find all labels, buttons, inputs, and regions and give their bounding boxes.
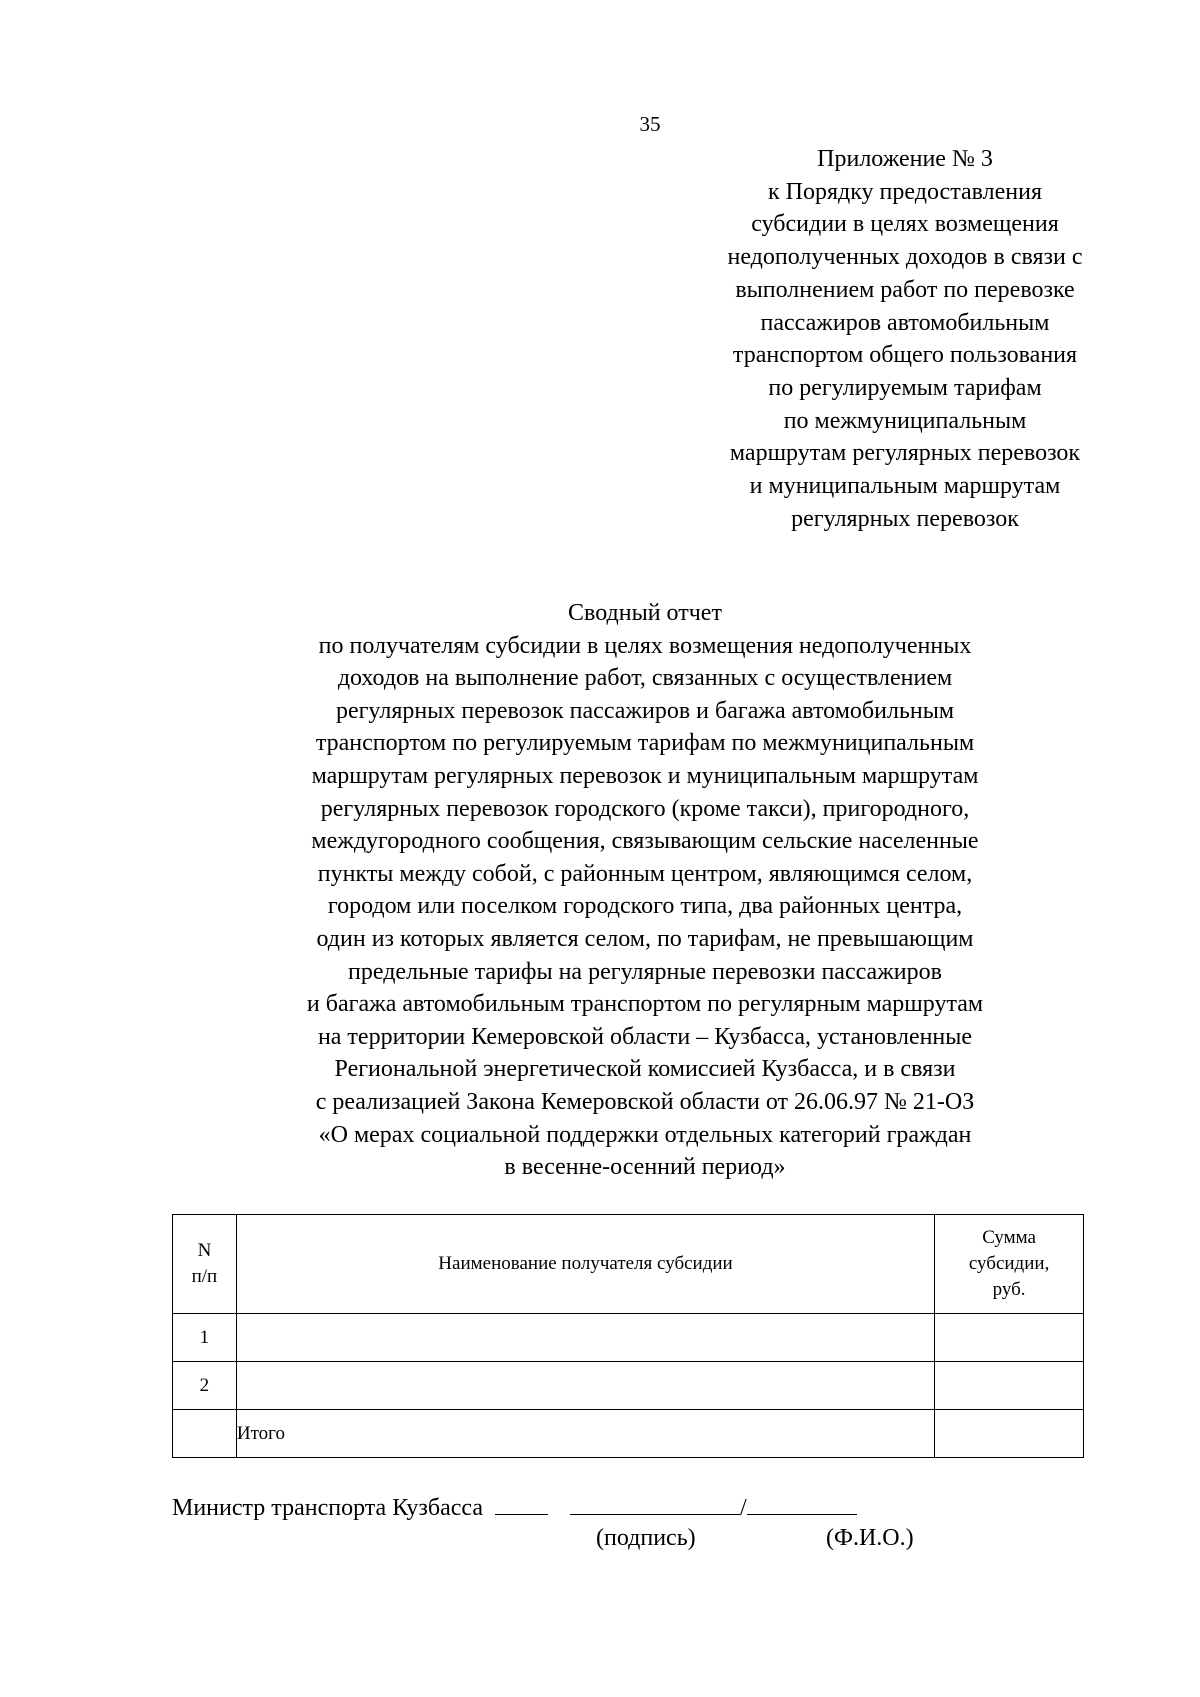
report-title-line: городом или поселком городского типа, два районных центра, [327, 893, 963, 920]
header-number-line: N [197, 1240, 212, 1261]
total-sum [935, 1410, 1084, 1458]
report-title-line: по получателям субсидии в целях возмещения недополученных [318, 632, 972, 659]
table-header-row [173, 1215, 1084, 1314]
header-number [173, 1215, 237, 1314]
signature-label-fio: (Ф.И.О.) [826, 1525, 914, 1551]
appendix-line: маршрутам регулярных перевозок [729, 440, 1081, 467]
total-row-number [173, 1410, 237, 1458]
appendix-line: пассажиров автомобильным [760, 309, 1050, 336]
signature-title: Министр транспорта Кузбасса [172, 1495, 483, 1521]
header-number-line: п/п [191, 1266, 218, 1287]
row-number: 1 [173, 1314, 237, 1362]
report-title-line: транспортом по регулируемым тарифам по межмуниципальным [315, 730, 975, 757]
report-title-line: один из которых является селом, по тарифам, не превышающим [316, 925, 974, 952]
appendix-line: субсидии в целях возмещения [751, 211, 1059, 238]
row-number: 2 [173, 1362, 237, 1410]
header-sum-line: субсидии, [968, 1253, 1050, 1274]
subsidy-report-table [172, 1214, 1084, 1458]
signature-label-sign: (подпись) [596, 1525, 696, 1551]
report-title-line: предельные тарифы на регулярные перевозки пассажиров [348, 958, 942, 985]
report-title: Сводный отчет [568, 600, 722, 626]
signature-blank-short [495, 1490, 548, 1515]
row-recipient-name [236, 1314, 934, 1362]
report-title-line: «О мерах социальной поддержки отдельных категорий граждан [318, 1121, 972, 1148]
table-row [173, 1314, 1084, 1362]
appendix-line: и муниципальным маршрутам [749, 473, 1061, 500]
table-row [173, 1362, 1084, 1410]
table-total-row [173, 1410, 1084, 1458]
report-title-line: маршрутам регулярных перевозок и муниципальным маршрутам [311, 762, 979, 789]
report-title-line: пункты между собой, с районным центром, являющимся селом, [317, 860, 973, 887]
row-subsidy-sum [935, 1362, 1084, 1410]
header-recipient-name: Наименование получателя субсидии [236, 1215, 934, 1314]
header-sum-line: руб. [992, 1279, 1026, 1300]
signature-blank-fio [747, 1490, 857, 1515]
appendix-line: по межмуниципальным [783, 407, 1027, 434]
report-title-line: и багажа автомобильным транспортом по регулярным маршрутам [306, 991, 984, 1018]
report-title-block [200, 597, 1090, 1184]
report-title-line: регулярных перевозок пассажиров и багажа автомобильным [335, 697, 955, 724]
appendix-line: транспортом общего пользования [732, 342, 1078, 369]
report-title-line: регулярных перевозок городского (кроме такси), пригородного, [320, 795, 970, 822]
report-title-line: с реализацией Закона Кемеровской области от 26.06.97 № 21-ОЗ [315, 1088, 975, 1115]
header-sum-line: Сумма [982, 1227, 1036, 1248]
appendix-block [680, 143, 1130, 535]
signature-separator: / [740, 1495, 747, 1521]
signature-block [172, 1490, 857, 1522]
report-title-line: Региональной энергетической комиссией Кузбасса, и в связи [334, 1056, 956, 1083]
row-recipient-name [236, 1362, 934, 1410]
report-title-line: в весенне-осенний период» [504, 1154, 786, 1181]
signature-blank-sign [570, 1490, 740, 1515]
page-number: 35 [639, 112, 661, 136]
appendix-line: Приложение № 3 [817, 146, 993, 172]
total-label: Итого [236, 1410, 934, 1458]
appendix-line: недополученных доходов в связи с [727, 244, 1083, 271]
appendix-line: выполнением работ по перевозке [735, 276, 1075, 303]
row-subsidy-sum [935, 1314, 1084, 1362]
report-title-line: междугородного сообщения, связывающим сельские населенные [311, 828, 979, 855]
header-subsidy-sum [935, 1215, 1084, 1314]
appendix-line: по регулируемым тарифам [768, 374, 1042, 401]
appendix-line: к Порядку предоставления [767, 178, 1042, 205]
report-title-line: на территории Кемеровской области – Кузбасса, установленные [317, 1023, 973, 1050]
appendix-line: регулярных перевозок [791, 505, 1019, 532]
report-title-line: доходов на выполнение работ, связанных с осуществлением [337, 665, 953, 692]
